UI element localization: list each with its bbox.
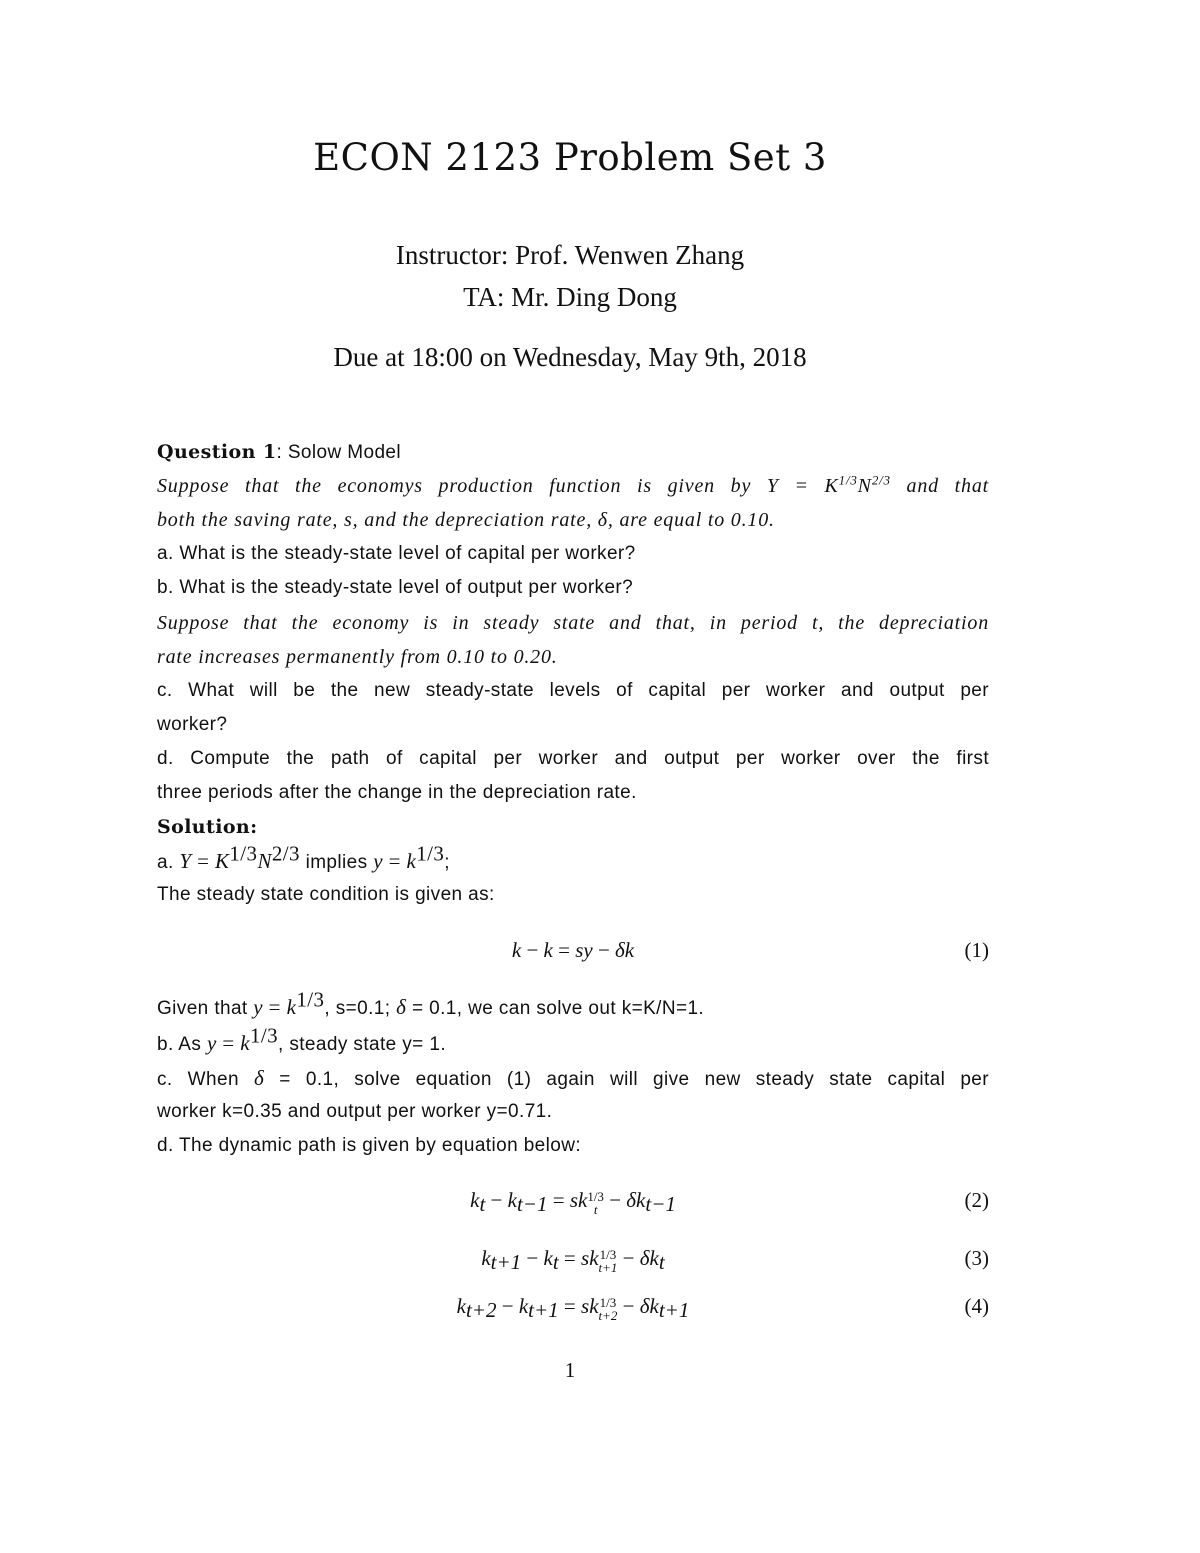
document-title: ECON 2123 Problem Set 3: [313, 136, 827, 179]
question-heading: [157, 435, 989, 470]
equation-3-number: (3): [964, 1246, 989, 1270]
solution-given-line: Given that $y = k^{1/3}$, s=0.1; δ = 0.1, we can solve out k=K/N=1.: [157, 987, 705, 1019]
equation-1-number: (1): [964, 938, 989, 962]
equation-3: $k_{t+1} - k_t$ = sk 1/3 t+1 − $\delta k_t$ (3): [481, 1246, 989, 1276]
question-shock-line2: rate increases permanently from 0.10 to 0.20.: [157, 646, 558, 668]
question-part-c-line1: c. What will be the new steady-state levels of capital per worker and output per: [157, 680, 989, 701]
question-intro-line1: Suppose that the economys production function is given by $Y = K^{1/3}N^{2/3}$ and that: [157, 472, 989, 497]
page-number: 1: [564, 1358, 576, 1382]
solution-part-a: a. $Y = K^{1/3}N^{2/3}$ implies $y = k^{1/3}$;: [157, 841, 450, 873]
question-shock-line1: Suppose that the economy is in steady state and that, in period t, the depreciation: [157, 612, 989, 634]
equation-4: $k_{t+2} - k_{t+1}$ = sk 1/3 t+2 − $\delta k_{t+1}$ (4): [456, 1294, 989, 1324]
solution-part-c-line2: worker k=0.35 and output per worker y=0.71.: [157, 1101, 553, 1122]
solution-part-d: d. The dynamic path is given by equation below:: [157, 1135, 582, 1156]
question-part-d-line1: d. Compute the path of capital per worker and output per worker over the first: [157, 748, 989, 769]
equation-2-number: (2): [964, 1188, 989, 1212]
solution-part-c-line1: c. When δ = 0.1, solve equation (1) again will give new steady state capital per: [157, 1066, 989, 1090]
question-part-a: a. What is the steady-state level of capital per worker?: [157, 543, 636, 564]
due-date-line: Due at 18:00 on Wednesday, May 9th, 2018: [333, 342, 807, 372]
equation-1: k − k = sy − δk (1): [511, 938, 989, 962]
question-part-d-line2: three periods after the change in the depreciation rate.: [157, 782, 637, 803]
question-topic: : Solow Model: [276, 442, 402, 463]
steady-state-condition-text: The steady state condition is given as:: [157, 884, 495, 905]
equation-4-number: (4): [964, 1294, 989, 1318]
instructor-line: Instructor: Prof. Wenwen Zhang: [395, 240, 745, 270]
question-part-b: b. What is the steady-state level of output per worker?: [157, 577, 634, 598]
question-intro-line2: both the saving rate, s, and the depreciation rate, δ, are equal to 0.10.: [157, 509, 775, 531]
solution-heading: Solution:: [157, 816, 258, 838]
equation-2: $k_t - k_{t-1}$ = sk 1/3 t − $\delta k_{t-1}$ (2): [470, 1188, 989, 1218]
solution-part-b: b. As $y = k^{1/3}$, steady state y= 1.: [157, 1023, 447, 1055]
question-part-c-line2: worker?: [157, 714, 228, 735]
question-label: Question 1: [157, 441, 277, 463]
ta-line: TA: Mr. Ding Dong: [463, 282, 677, 312]
